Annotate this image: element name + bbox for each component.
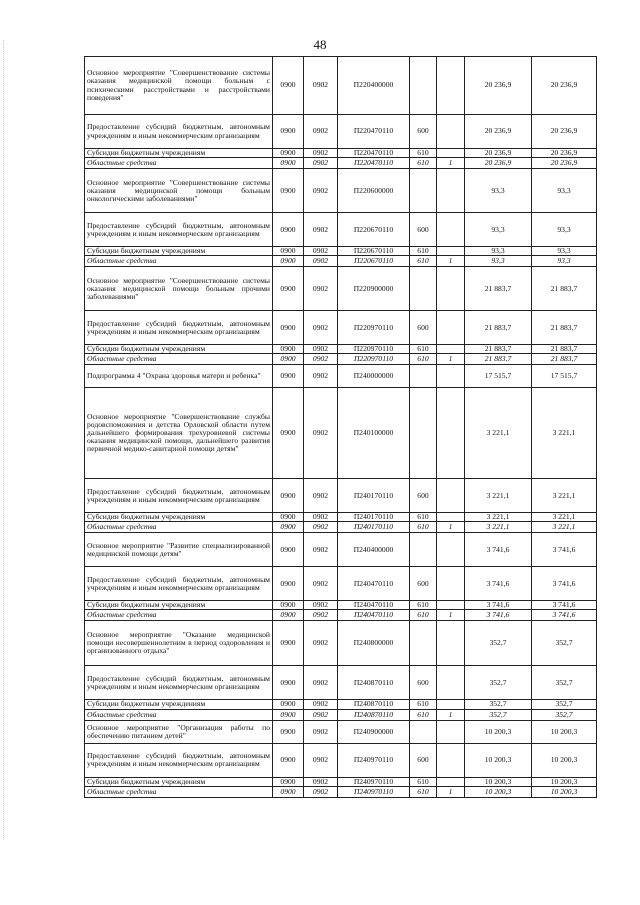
row-target-code: П240100000 <box>338 388 410 479</box>
row-name: Предоставление субсидий бюджетным, автономным учреждениям и иным некоммерческим организациям <box>85 213 273 247</box>
row-section: 0900 <box>273 567 304 601</box>
row-section: 0900 <box>273 345 304 354</box>
row-amount-1: 21 883,7 <box>465 267 532 311</box>
table-row <box>85 158 597 169</box>
row-name: Субсидии бюджетным учреждениям <box>85 247 273 256</box>
row-amount-1: 93,3 <box>465 256 532 267</box>
row-section: 0900 <box>273 169 304 213</box>
row-funding-source <box>437 388 465 479</box>
row-expense-type <box>410 267 437 311</box>
row-target-code: П220600000 <box>338 169 410 213</box>
row-expense-type <box>410 365 437 388</box>
row-subsection: 0902 <box>304 267 338 311</box>
row-funding-source <box>437 513 465 522</box>
row-subsection: 0902 <box>304 777 338 786</box>
row-section: 0900 <box>273 247 304 256</box>
row-subsection: 0902 <box>304 158 338 169</box>
row-section: 0900 <box>273 720 304 743</box>
table-row <box>85 247 597 256</box>
row-subsection: 0902 <box>304 213 338 247</box>
table-row <box>85 57 597 115</box>
row-section: 0900 <box>273 666 304 700</box>
row-amount-1: 93,3 <box>465 213 532 247</box>
row-expense-type <box>410 720 437 743</box>
row-section: 0900 <box>273 786 304 797</box>
row-amount-1: 10 200,3 <box>465 720 532 743</box>
table-row <box>85 610 597 621</box>
row-funding-source <box>437 213 465 247</box>
row-funding-source <box>437 169 465 213</box>
row-amount-1: 93,3 <box>465 247 532 256</box>
row-target-code: П240470110 <box>338 567 410 601</box>
row-section: 0900 <box>273 388 304 479</box>
row-amount-2: 21 883,7 <box>532 345 597 354</box>
row-subsection: 0902 <box>304 479 338 513</box>
row-name: Областные средства <box>85 522 273 533</box>
table-row <box>85 709 597 720</box>
row-funding-source <box>437 115 465 149</box>
row-expense-type: 610 <box>410 256 437 267</box>
row-amount-1: 10 200,3 <box>465 786 532 797</box>
row-target-code: П220670110 <box>338 213 410 247</box>
row-section: 0900 <box>273 256 304 267</box>
row-amount-1: 3 221,1 <box>465 479 532 513</box>
row-amount-1: 20 236,9 <box>465 158 532 169</box>
row-funding-source: 1 <box>437 256 465 267</box>
row-name: Субсидии бюджетным учреждениям <box>85 700 273 709</box>
row-funding-source <box>437 777 465 786</box>
row-name: Предоставление субсидий бюджетным, автономным учреждениям и иным некоммерческим организациям <box>85 666 273 700</box>
row-amount-2: 21 883,7 <box>532 354 597 365</box>
row-subsection: 0902 <box>304 169 338 213</box>
row-funding-source <box>437 533 465 567</box>
row-expense-type: 600 <box>410 311 437 345</box>
row-target-code: П240470110 <box>338 601 410 610</box>
row-target-code: П240870110 <box>338 700 410 709</box>
row-amount-1: 21 883,7 <box>465 354 532 365</box>
row-amount-2: 3 221,1 <box>532 479 597 513</box>
row-expense-type <box>410 533 437 567</box>
row-expense-type: 610 <box>410 700 437 709</box>
row-funding-source <box>437 720 465 743</box>
row-amount-1: 17 515,7 <box>465 365 532 388</box>
row-amount-1: 3 741,6 <box>465 610 532 621</box>
row-name: Основное мероприятие "Оказание медицинской помощи несовершеннолетним в период оздоровления и организованного отдыха" <box>85 621 273 666</box>
row-funding-source: 1 <box>437 786 465 797</box>
row-amount-2: 3 741,6 <box>532 601 597 610</box>
row-funding-source <box>437 700 465 709</box>
row-subsection: 0902 <box>304 601 338 610</box>
row-subsection: 0902 <box>304 513 338 522</box>
row-target-code: П220970110 <box>338 345 410 354</box>
table-row <box>85 256 597 267</box>
table-row <box>85 720 597 743</box>
table-row <box>85 621 597 666</box>
table-row <box>85 666 597 700</box>
row-target-code: П220900000 <box>338 267 410 311</box>
row-expense-type <box>410 621 437 666</box>
table-row <box>85 388 597 479</box>
row-amount-2: 93,3 <box>532 256 597 267</box>
row-name: Предоставление субсидий бюджетным, автономным учреждениям и иным некоммерческим организациям <box>85 743 273 777</box>
row-amount-2: 10 200,3 <box>532 786 597 797</box>
row-expense-type: 610 <box>410 601 437 610</box>
row-funding-source <box>437 247 465 256</box>
row-expense-type: 600 <box>410 567 437 601</box>
row-section: 0900 <box>273 621 304 666</box>
row-name: Субсидии бюджетным учреждениям <box>85 513 273 522</box>
row-subsection: 0902 <box>304 311 338 345</box>
row-section: 0900 <box>273 115 304 149</box>
row-target-code: П240870110 <box>338 709 410 720</box>
row-amount-2: 10 200,3 <box>532 743 597 777</box>
row-expense-type: 610 <box>410 345 437 354</box>
row-target-code: П240170110 <box>338 513 410 522</box>
row-name: Предоставление субсидий бюджетным, автономным учреждениям и иным некоммерческим организациям <box>85 115 273 149</box>
row-expense-type: 610 <box>410 522 437 533</box>
row-amount-2: 3 741,6 <box>532 610 597 621</box>
row-section: 0900 <box>273 57 304 115</box>
row-target-code: П240970110 <box>338 777 410 786</box>
row-funding-source: 1 <box>437 158 465 169</box>
row-amount-1: 20 236,9 <box>465 57 532 115</box>
row-amount-1: 3 221,1 <box>465 513 532 522</box>
row-expense-type: 610 <box>410 158 437 169</box>
row-amount-1: 352,7 <box>465 709 532 720</box>
row-amount-1: 3 221,1 <box>465 388 532 479</box>
row-target-code: П220400000 <box>338 57 410 115</box>
table-row <box>85 115 597 149</box>
row-subsection: 0902 <box>304 115 338 149</box>
row-expense-type: 610 <box>410 354 437 365</box>
row-amount-2: 10 200,3 <box>532 777 597 786</box>
row-expense-type <box>410 388 437 479</box>
row-section: 0900 <box>273 700 304 709</box>
row-amount-2: 17 515,7 <box>532 365 597 388</box>
row-expense-type <box>410 169 437 213</box>
table-row <box>85 700 597 709</box>
table-row <box>85 786 597 797</box>
row-target-code: П220670110 <box>338 256 410 267</box>
row-target-code: П220670110 <box>338 247 410 256</box>
row-funding-source <box>437 479 465 513</box>
row-target-code: П240800000 <box>338 621 410 666</box>
row-expense-type: 600 <box>410 743 437 777</box>
row-name: Предоставление субсидий бюджетным, автономным учреждениям и иным некоммерческим организациям <box>85 311 273 345</box>
row-name: Основное мероприятие "Совершенствование службы родовспоможения и детства Орловской области путем дальнейшего формирования трехуровневой системы оказания медицинской помощи, дальнейшего развития первичной медико-санитарной помощи детям" <box>85 388 273 479</box>
row-subsection: 0902 <box>304 567 338 601</box>
row-amount-2: 20 236,9 <box>532 149 597 158</box>
row-amount-2: 3 741,6 <box>532 567 597 601</box>
row-expense-type: 610 <box>410 247 437 256</box>
row-amount-1: 352,7 <box>465 666 532 700</box>
row-target-code: П220970110 <box>338 354 410 365</box>
row-name: Областные средства <box>85 256 273 267</box>
row-section: 0900 <box>273 354 304 365</box>
row-expense-type: 610 <box>410 777 437 786</box>
row-target-code: П220470110 <box>338 158 410 169</box>
row-amount-2: 352,7 <box>532 621 597 666</box>
row-target-code: П240000000 <box>338 365 410 388</box>
row-subsection: 0902 <box>304 621 338 666</box>
row-subsection: 0902 <box>304 247 338 256</box>
row-amount-2: 93,3 <box>532 169 597 213</box>
row-subsection: 0902 <box>304 354 338 365</box>
row-section: 0900 <box>273 267 304 311</box>
row-name: Субсидии бюджетным учреждениям <box>85 601 273 610</box>
row-subsection: 0902 <box>304 720 338 743</box>
row-amount-2: 352,7 <box>532 700 597 709</box>
table-row <box>85 169 597 213</box>
row-funding-source <box>437 666 465 700</box>
row-section: 0900 <box>273 365 304 388</box>
row-expense-type: 610 <box>410 610 437 621</box>
row-target-code: П240870110 <box>338 666 410 700</box>
row-amount-1: 20 236,9 <box>465 115 532 149</box>
row-amount-2: 20 236,9 <box>532 115 597 149</box>
row-amount-2: 21 883,7 <box>532 267 597 311</box>
row-name: Субсидии бюджетным учреждениям <box>85 777 273 786</box>
row-name: Основное мероприятие "Организация работы по обеспечению питанием детей" <box>85 720 273 743</box>
row-funding-source <box>437 743 465 777</box>
row-funding-source <box>437 601 465 610</box>
row-subsection: 0902 <box>304 610 338 621</box>
row-section: 0900 <box>273 743 304 777</box>
row-name: Областные средства <box>85 786 273 797</box>
row-expense-type: 600 <box>410 115 437 149</box>
budget-table <box>84 56 597 798</box>
row-target-code: П240970110 <box>338 743 410 777</box>
row-subsection: 0902 <box>304 256 338 267</box>
row-funding-source <box>437 149 465 158</box>
row-amount-2: 20 236,9 <box>532 57 597 115</box>
row-funding-source <box>437 365 465 388</box>
row-amount-2: 20 236,9 <box>532 158 597 169</box>
row-amount-2: 3 221,1 <box>532 522 597 533</box>
row-target-code: П240170110 <box>338 479 410 513</box>
table-row <box>85 213 597 247</box>
row-section: 0900 <box>273 709 304 720</box>
row-subsection: 0902 <box>304 743 338 777</box>
row-name: Областные средства <box>85 709 273 720</box>
row-name: Основное мероприятие "Совершенствование системы оказания медицинской помощи больным прочими заболеваниями" <box>85 267 273 311</box>
row-section: 0900 <box>273 479 304 513</box>
row-name: Основное мероприятие "Совершенствование системы оказания медицинской помощи больным с психическими расстройствами и расстройствами поведения" <box>85 57 273 115</box>
row-target-code: П240470110 <box>338 610 410 621</box>
row-funding-source <box>437 345 465 354</box>
row-target-code: П220970110 <box>338 311 410 345</box>
row-funding-source: 1 <box>437 709 465 720</box>
row-section: 0900 <box>273 777 304 786</box>
row-name: Областные средства <box>85 158 273 169</box>
row-amount-1: 10 200,3 <box>465 743 532 777</box>
table-row <box>85 479 597 513</box>
row-name: Субсидии бюджетным учреждениям <box>85 149 273 158</box>
row-subsection: 0902 <box>304 709 338 720</box>
row-subsection: 0902 <box>304 700 338 709</box>
row-funding-source <box>437 621 465 666</box>
row-funding-source <box>437 267 465 311</box>
row-amount-1: 20 236,9 <box>465 149 532 158</box>
row-section: 0900 <box>273 601 304 610</box>
row-amount-1: 3 221,1 <box>465 522 532 533</box>
row-amount-1: 3 741,6 <box>465 567 532 601</box>
row-target-code: П220470110 <box>338 115 410 149</box>
budget-table-body <box>85 57 597 798</box>
row-subsection: 0902 <box>304 149 338 158</box>
row-funding-source: 1 <box>437 354 465 365</box>
row-section: 0900 <box>273 513 304 522</box>
page-number: 48 <box>313 37 327 52</box>
row-name: Предоставление субсидий бюджетным, автономным учреждениям и иным некоммерческим организациям <box>85 567 273 601</box>
row-section: 0900 <box>273 610 304 621</box>
row-subsection: 0902 <box>304 57 338 115</box>
row-amount-2: 3 741,6 <box>532 533 597 567</box>
row-amount-2: 21 883,7 <box>532 311 597 345</box>
row-amount-1: 93,3 <box>465 169 532 213</box>
row-funding-source: 1 <box>437 610 465 621</box>
table-row <box>85 311 597 345</box>
row-expense-type: 600 <box>410 479 437 513</box>
row-amount-2: 10 200,3 <box>532 720 597 743</box>
table-row <box>85 567 597 601</box>
row-subsection: 0902 <box>304 666 338 700</box>
row-amount-2: 352,7 <box>532 666 597 700</box>
row-section: 0900 <box>273 158 304 169</box>
table-row <box>85 743 597 777</box>
row-section: 0900 <box>273 522 304 533</box>
table-row <box>85 601 597 610</box>
row-section: 0900 <box>273 149 304 158</box>
row-name: Областные средства <box>85 354 273 365</box>
row-name: Субсидии бюджетным учреждениям <box>85 345 273 354</box>
row-target-code: П240400000 <box>338 533 410 567</box>
row-subsection: 0902 <box>304 345 338 354</box>
row-amount-1: 21 883,7 <box>465 311 532 345</box>
row-target-code: П240170110 <box>338 522 410 533</box>
row-amount-2: 3 221,1 <box>532 388 597 479</box>
row-subsection: 0902 <box>304 365 338 388</box>
margin-dotted-line <box>3 40 6 840</box>
row-funding-source <box>437 57 465 115</box>
table-row <box>85 365 597 388</box>
row-expense-type: 600 <box>410 213 437 247</box>
row-amount-1: 352,7 <box>465 700 532 709</box>
row-subsection: 0902 <box>304 388 338 479</box>
row-name: Основное мероприятие "Совершенствование системы оказания медицинской помощи больным онкологическими заболеваниями" <box>85 169 273 213</box>
row-amount-1: 352,7 <box>465 621 532 666</box>
row-subsection: 0902 <box>304 786 338 797</box>
row-target-code: П240900000 <box>338 720 410 743</box>
row-amount-2: 93,3 <box>532 213 597 247</box>
table-row <box>85 149 597 158</box>
table-row <box>85 354 597 365</box>
row-funding-source <box>437 567 465 601</box>
table-row <box>85 345 597 354</box>
row-amount-2: 93,3 <box>532 247 597 256</box>
table-row <box>85 522 597 533</box>
row-funding-source <box>437 311 465 345</box>
row-target-code: П220470110 <box>338 149 410 158</box>
row-target-code: П240970110 <box>338 786 410 797</box>
table-row <box>85 777 597 786</box>
row-section: 0900 <box>273 311 304 345</box>
row-name: Подпрограмма 4 "Охрана здоровья матери и ребенка" <box>85 365 273 388</box>
row-expense-type <box>410 57 437 115</box>
row-expense-type: 610 <box>410 786 437 797</box>
row-section: 0900 <box>273 533 304 567</box>
table-row <box>85 267 597 311</box>
row-subsection: 0902 <box>304 522 338 533</box>
row-amount-1: 21 883,7 <box>465 345 532 354</box>
row-amount-1: 3 741,6 <box>465 601 532 610</box>
row-funding-source: 1 <box>437 522 465 533</box>
row-name: Предоставление субсидий бюджетным, автономным учреждениям и иным некоммерческим организациям <box>85 479 273 513</box>
row-section: 0900 <box>273 213 304 247</box>
table-row <box>85 513 597 522</box>
row-expense-type: 600 <box>410 666 437 700</box>
row-amount-1: 10 200,3 <box>465 777 532 786</box>
row-amount-2: 3 221,1 <box>532 513 597 522</box>
row-amount-1: 3 741,6 <box>465 533 532 567</box>
row-subsection: 0902 <box>304 533 338 567</box>
row-expense-type: 610 <box>410 709 437 720</box>
row-expense-type: 610 <box>410 149 437 158</box>
row-amount-2: 352,7 <box>532 709 597 720</box>
row-expense-type: 610 <box>410 513 437 522</box>
row-name: Основное мероприятие "Развитие специализированной медицинской помощи детям" <box>85 533 273 567</box>
row-name: Областные средства <box>85 610 273 621</box>
table-row <box>85 533 597 567</box>
